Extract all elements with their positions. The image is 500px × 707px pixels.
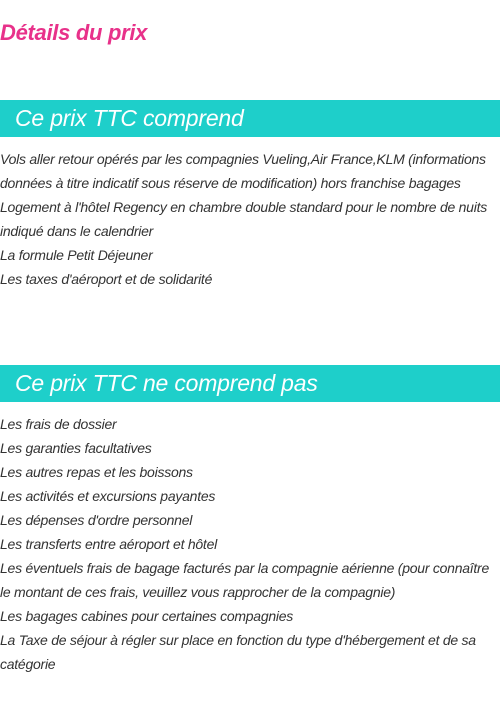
list-item: Les dépenses d'ordre personnel: [0, 512, 193, 528]
list-item: Les bagages cabines pour certaines compagnies: [0, 608, 294, 624]
list-item: La formule Petit Déjeuner: [0, 247, 153, 263]
page-title: Détails du prix: [0, 20, 148, 45]
list-item: Les activités et excursions payantes: [0, 488, 216, 504]
list-item: Les autres repas et les boissons: [0, 464, 193, 480]
list-item: Les transferts entre aéroport et hôtel: [0, 536, 217, 552]
included-section-heading: Ce prix TTC comprend: [0, 100, 500, 137]
list-item: Vols aller retour opérés par les compagnies Vueling,Air France,KLM (informations données à titre indicatif sous réserve de modification) hors franchise bagages: [0, 151, 486, 191]
excluded-list: [0, 412, 500, 676]
list-item: Les garanties facultatives: [0, 440, 152, 456]
included-list: [0, 147, 500, 291]
list-item: Logement à l'hôtel Regency en chambre double standard pour le nombre de nuits indiqué dans le calendrier: [0, 199, 487, 239]
excluded-section-heading: Ce prix TTC ne comprend pas: [0, 365, 500, 402]
list-item: Les frais de dossier: [0, 416, 117, 432]
list-item: Les taxes d'aéroport et de solidarité: [0, 271, 213, 287]
list-item: La Taxe de séjour à régler sur place en fonction du type d'hébergement et de sa catégorie: [0, 632, 476, 672]
list-item: Les éventuels frais de bagage facturés par la compagnie aérienne (pour connaître le montant de ces frais, veuillez vous rapprocher de la compagnie): [0, 560, 489, 600]
